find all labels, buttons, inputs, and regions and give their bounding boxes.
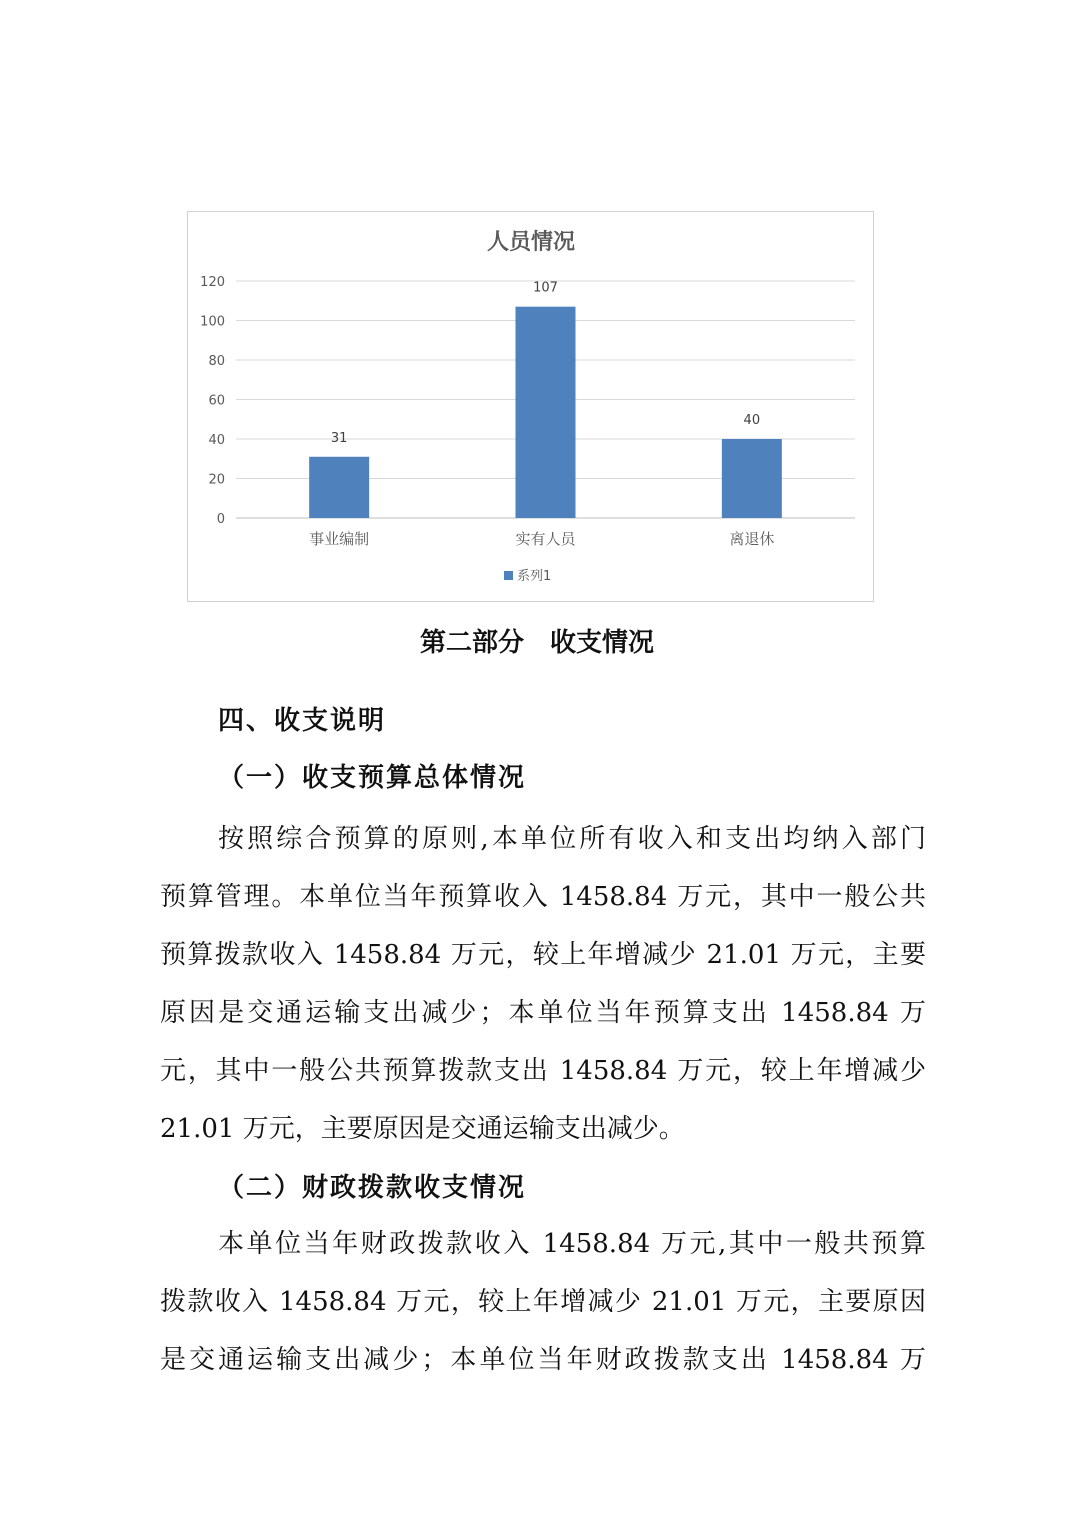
y-tick-label: 120 (200, 275, 225, 290)
paragraph-line: 是交通运输支出减少；本单位当年财政拨款支出 1458.84 万 (160, 1345, 926, 1375)
y-tick-label: 0 (216, 512, 225, 527)
data-label: 107 (533, 280, 558, 296)
y-tick-label: 60 (208, 393, 225, 409)
paragraph-line: 本单位当年财政拨款收入 1458.84 万元,其中一般共预算 (218, 1229, 926, 1259)
bar (516, 307, 576, 518)
x-category-label: 实有人员 (515, 530, 576, 548)
paragraph-line: 21.01 万元，主要原因是交通运输支出减少。 (160, 1114, 685, 1144)
bar (309, 457, 369, 518)
paragraph-line: 拨款收入 1458.84 万元，较上年增减少 21.01 万元，主要原因 (160, 1287, 926, 1317)
y-tick-label: 40 (208, 433, 225, 448)
y-tick-label: 100 (200, 314, 225, 330)
data-label: 31 (330, 430, 348, 446)
paragraph-fiscal-appropriation (160, 1215, 926, 1389)
chart-frame (187, 211, 874, 602)
legend-swatch (504, 571, 513, 580)
bar-chart (188, 212, 875, 603)
legend-label: 系列1 (517, 569, 552, 584)
paragraph-line: 按照综合预算的原则,本单位所有收入和支出均纳入部门 (218, 824, 926, 854)
y-tick-label: 80 (208, 354, 225, 369)
chart-legend (504, 568, 551, 584)
chart-title: 人员情况 (486, 230, 576, 255)
x-category-label: 事业编制 (309, 530, 370, 548)
y-tick-label: 20 (208, 472, 225, 488)
bar (722, 439, 782, 518)
part-title: 第二部分 收支情况 (419, 628, 654, 658)
subsection-heading-1: （一）收支预算总体情况 (218, 763, 527, 793)
subsection-heading-2: （二）财政拨款收支情况 (218, 1173, 527, 1203)
paragraph-line: 预算拨款收入 1458.84 万元，较上年增减少 21.01 万元，主要 (160, 940, 926, 970)
paragraph-line: 预算管理。本单位当年预算收入 1458.84 万元，其中一般公共 (160, 882, 926, 912)
paragraph-line: 元，其中一般公共预算拨款支出 1458.84 万元，较上年增减少 (160, 1056, 926, 1086)
x-category-label: 离退休 (729, 530, 775, 548)
paragraph-budget-overview (160, 810, 926, 1158)
section-heading: 四、收支说明 (218, 706, 387, 736)
data-label: 40 (743, 413, 761, 428)
paragraph-line: 原因是交通运输支出减少；本单位当年预算支出 1458.84 万 (160, 998, 926, 1028)
